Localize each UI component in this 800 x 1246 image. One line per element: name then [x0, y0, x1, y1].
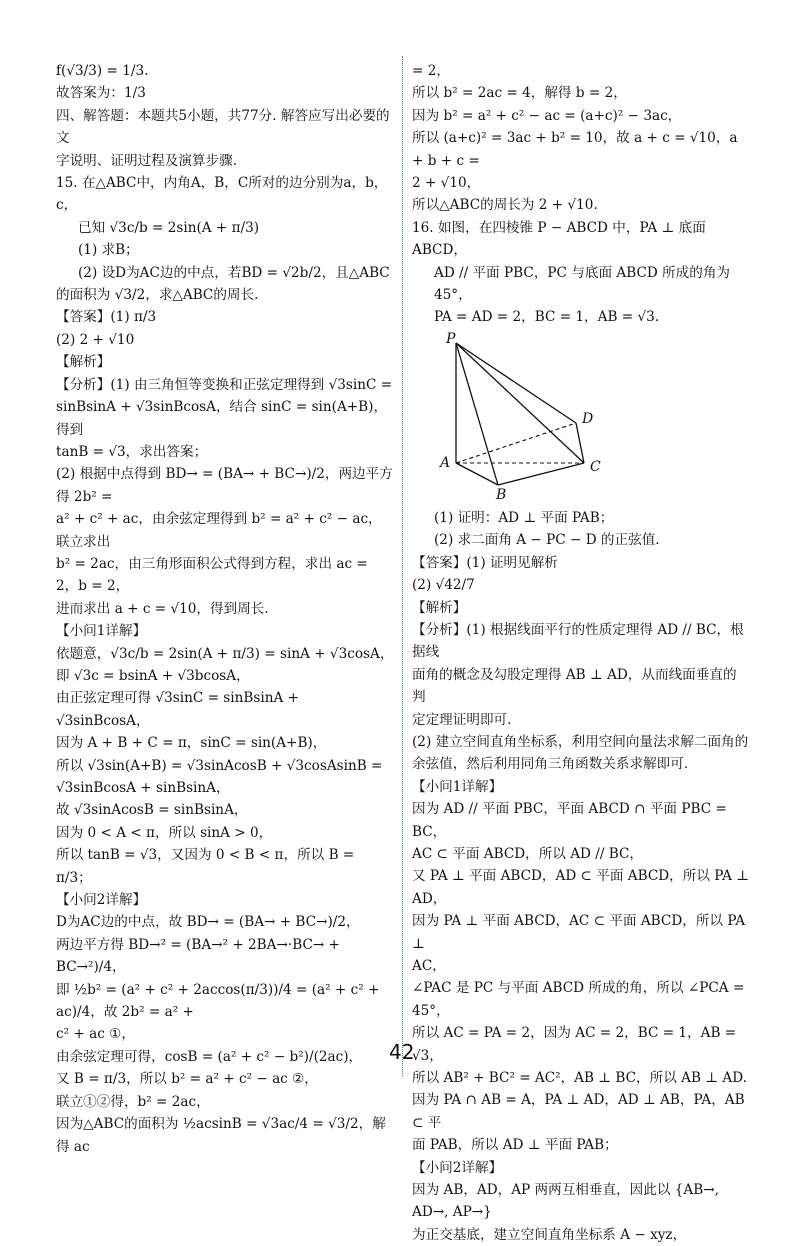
text-line: 联立①②得，b² = 2ac，: [56, 1093, 210, 1110]
text-line: (2) 2 + √10: [56, 331, 135, 348]
text-line: 面角的概念及勾股定理得 AB ⊥ AD，从而线面垂直的判: [412, 666, 737, 706]
page-number: 42: [389, 1040, 415, 1064]
text-line: (2) 建立空间直角坐标系，利用空间向量法求解二面角的: [412, 733, 749, 750]
text-line: 所以 tanB = √3，又因为 0 < B < π，所以 B = π/3；: [56, 847, 359, 886]
text-line: 所以 AB² + BC² = AC²，AB ⊥ BC，所以 AB ⊥ AD.: [412, 1070, 747, 1087]
text-line: 因为 A + B + C = π，sinC = sin(A+B)，: [56, 735, 327, 752]
analysis-heading: 【解析】: [412, 599, 467, 616]
vertex-label-a: A: [440, 454, 451, 471]
text-line: 【分析】(1) 由三角恒等变换和正弦定理得到 √3sinC =: [56, 376, 393, 393]
text-line: 四、解答题：本题共5小题，共77分. 解答应写出必要的文: [56, 107, 390, 147]
text-line: 因为 PA ⊥ 平面 ABCD，AC ⊂ 平面 ABCD，所以 PA ⊥: [412, 913, 750, 952]
text-line: 为正交基底，建立空间直角坐标系 A − xyz，: [412, 1226, 687, 1243]
column-divider: [402, 56, 403, 1076]
text-line: 因为 PA ∩ AB = A，PA ⊥ AD，AD ⊥ AB，PA，AB ⊂ 平: [412, 1092, 749, 1131]
text-line: AD // 平面 PBC，PC 与底面 ABCD 所成的角为 45°，: [434, 264, 735, 304]
text-line: tanB = √3，求出答案；: [56, 443, 208, 460]
text-line: AC ⊂ 平面 ABCD，所以 AD // BC，: [412, 845, 643, 862]
text-line: (1) 求B；: [78, 242, 139, 259]
vertex-label-c: C: [590, 458, 601, 475]
text-line: (2) 根据中点得到 BD→ = (BA→ + BC→)/2，两边平方得 2b² =: [56, 466, 393, 505]
edge-pb: [456, 343, 498, 485]
edge-pc: [456, 343, 584, 463]
text-line: 定定理证明即可.: [412, 711, 512, 728]
text-line: 故 √3sinAcosB = sinBsinA，: [56, 802, 248, 819]
text-line: 因为 0 < A < π，所以 sinA > 0，: [56, 824, 273, 841]
text-line: c² + ac ①，: [56, 1026, 135, 1043]
problem-16-title: 16. 如图，在四棱锥 P − ABCD 中，PA ⊥ 底面 ABCD，: [412, 219, 711, 259]
text-line: 的面积为 √3/2，求△ABC的周长.: [56, 287, 259, 304]
text-line: (1) 证明：AD ⊥ 平面 PAB；: [434, 509, 614, 526]
text-line: f(√3/3) = 1/3.: [56, 63, 149, 79]
text-line: (2) 求二面角 A − PC − D 的正弦值.: [434, 532, 660, 549]
text-line: 【分析】(1) 根据线面平行的性质定理得 AD // BC，根据线: [412, 621, 744, 661]
text-line: 字说明、证明过程及演算步骤.: [56, 152, 238, 169]
sub-question-1-heading: 【小问1详解】: [412, 778, 503, 795]
text-line: 余弦值，然后利用同角三角函数关系求解即可.: [412, 756, 689, 773]
answer-heading: 【答案】(1) 证明见解析: [412, 554, 558, 571]
text-line: sinBsinA + √3sinBcosA，结合 sinC = sin(A+B)，得到: [56, 399, 388, 438]
sub-question-2-heading: 【小问2详解】: [56, 892, 147, 909]
vertex-label-b: B: [496, 486, 507, 501]
text-line: a² + c² + ac，由余弦定理得到 b² = a² + c² − ac，联立求出: [56, 511, 382, 550]
text-line: 所以 √3sin(A+B) = √3sinAcosB + √3cosAsinB =: [56, 757, 383, 774]
sub-question-1-heading: 【小问1详解】: [56, 623, 147, 640]
text-line: 即 √3c = bsinA + √3bcosA，: [56, 667, 250, 684]
text-line: (2) 设D为AC边的中点，若BD = √2b/2，且△ABC: [78, 264, 390, 281]
text-line: 所以△ABC的周长为 2 + √10.: [412, 197, 598, 214]
text-line: D为AC边的中点，故 BD→ = (BA→ + BC→)/2，: [56, 914, 360, 931]
text-line: 所以 (a+c)² = 3ac + b² = 10，故 a + c = √10，a + b + c =: [412, 130, 742, 169]
text-line: 因为△ABC的面积为 ½acsinB = √3ac/4 = √3/2，解得 ac: [56, 1116, 386, 1155]
analysis-heading: 【解析】: [56, 354, 111, 371]
text-line: 所以 b² = 2ac = 4，解得 b = 2，: [412, 85, 627, 102]
text-line: 面 PAB，所以 AD ⊥ 平面 PAB；: [412, 1137, 618, 1154]
text-line: AD，: [412, 890, 447, 907]
text-line: = 2，: [412, 63, 450, 79]
text-line: 又 B = π/3，所以 b² = a² + c² − ac ②，: [56, 1071, 318, 1088]
text-line: 又 PA ⊥ 平面 ABCD，AD ⊂ 平面 ABCD，所以 PA ⊥: [412, 868, 750, 885]
text-line: ∠PAC 是 PC 与平面 ABCD 所成的角，所以 ∠PCA = 45°，: [412, 980, 749, 1019]
text-line: 2 + √10，: [412, 175, 481, 192]
text-line: AC，: [412, 958, 446, 974]
text-line: b² = 2ac，由三角形面积公式得到方程，求出 ac = 2，b = 2，: [56, 555, 373, 595]
text-line: (2) √42/7: [412, 577, 475, 594]
text-line: 因为 b² = a² + c² − ac = (a+c)² − 3ac，: [412, 107, 682, 124]
text-line: 依题意，√3c/b = 2sin(A + π/3) = sinA + √3cosA，: [56, 645, 394, 662]
text-line: 进而求出 a + c = √10，得到周长.: [56, 600, 269, 617]
text-line: 故答案为：1/3: [56, 85, 146, 102]
text-line: 由余弦定理可得，cosB = (a² + c² − b²)/(2ac)，: [56, 1048, 363, 1065]
edge-bc: [498, 463, 584, 485]
vertex-label-d: D: [582, 410, 594, 427]
edge-ab: [456, 463, 498, 485]
text-line: PA = AD = 2，BC = 1，AB = √3.: [434, 309, 660, 326]
edge-pd: [456, 343, 576, 423]
vertex-label-p: P: [446, 330, 456, 347]
right-column: [412, 60, 750, 1246]
answer-heading: 【答案】(1) π/3: [56, 309, 157, 326]
sub-question-2-heading: 【小问2详解】: [412, 1159, 503, 1176]
text-line: √3sinBcosA + sinBsinA，: [56, 780, 230, 796]
left-column: [56, 60, 394, 1158]
text-line: 所以 AC = PA = 2，因为 AC = 2，BC = 1，AB = √3，: [412, 1025, 741, 1064]
pyramid-figure: [436, 331, 616, 501]
text-line: 由正弦定理可得 √3sinC = sinBsinA + √3sinBcosA，: [56, 690, 304, 729]
text-line: 因为 AD // 平面 PBC，平面 ABCD ∩ 平面 PBC = BC，: [412, 801, 732, 840]
text-line: 即 ½b² = (a² + c² + 2accos(π/3))/4 = (a² + c² + ac)/4，故 2b² = a² +: [56, 981, 384, 1021]
text-line: 两边平方得 BD→² = (BA→² + 2BA→·BC→ + BC→²)/4，: [56, 936, 345, 976]
text-line: 因为 AB，AD，AP 两两互相垂直，因此以 {AB→, AD→, AP→}: [412, 1182, 724, 1221]
problem-15-title: 15. 在△ABC中，内角A，B，C所对的边分别为a，b，c，: [56, 175, 388, 214]
edge-ad-hidden: [456, 423, 576, 463]
text-line: 已知 √3c/b = 2sin(A + π/3): [78, 219, 260, 236]
